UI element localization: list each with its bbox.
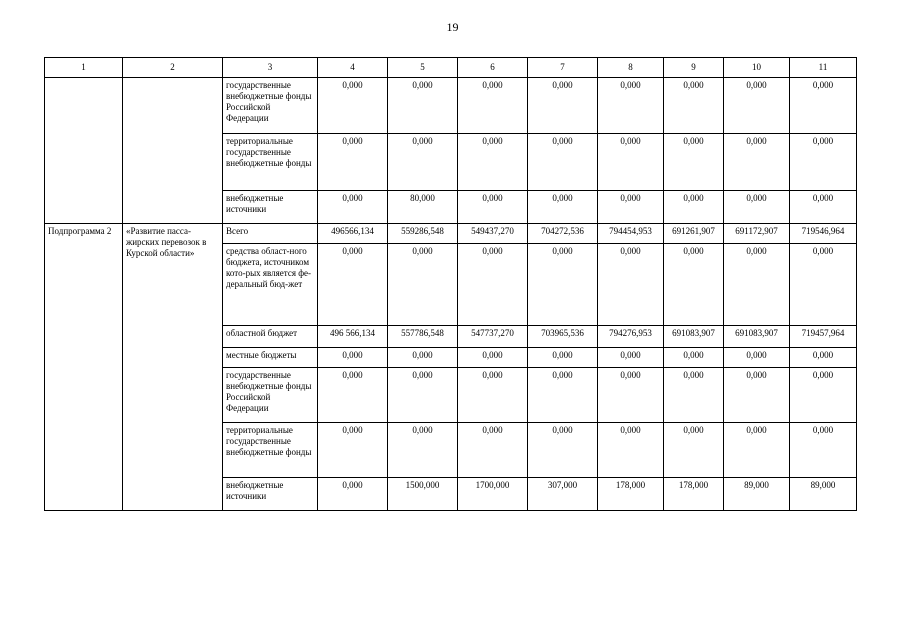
value-cell: 0,000 xyxy=(664,368,724,423)
subprogram-code: Подпрограмма 2 xyxy=(45,224,123,511)
header-row xyxy=(45,58,857,78)
value-cell: 0,000 xyxy=(790,134,857,191)
header-cell: 6 xyxy=(458,58,528,78)
funding-source-label: внебюджетные источники xyxy=(223,478,318,511)
value-cell: 0,000 xyxy=(528,423,598,478)
value-cell: 691172,907 xyxy=(724,224,790,244)
value-cell: 0,000 xyxy=(790,78,857,134)
value-cell: 0,000 xyxy=(388,134,458,191)
value-cell: 0,000 xyxy=(598,134,664,191)
value-cell: 691261,907 xyxy=(664,224,724,244)
table-row xyxy=(45,224,857,244)
value-cell: 0,000 xyxy=(724,78,790,134)
value-cell: 0,000 xyxy=(458,423,528,478)
value-cell: 0,000 xyxy=(598,423,664,478)
value-cell: 0,000 xyxy=(790,368,857,423)
header-cell: 3 xyxy=(223,58,318,78)
header-cell: 5 xyxy=(388,58,458,78)
value-cell: 691083,907 xyxy=(724,326,790,348)
value-cell: 0,000 xyxy=(724,423,790,478)
value-cell: 0,000 xyxy=(528,244,598,326)
value-cell: 0,000 xyxy=(598,368,664,423)
value-cell: 0,000 xyxy=(458,191,528,224)
value-cell: 0,000 xyxy=(724,244,790,326)
funding-source-label: территориальные государственные внебюджетные фонды xyxy=(223,134,318,191)
continued-title-cell xyxy=(123,78,223,224)
funding-source-label: государственные внебюджетные фонды Российской Федерации xyxy=(223,368,318,423)
value-cell: 307,000 xyxy=(528,478,598,511)
value-cell: 703965,536 xyxy=(528,326,598,348)
header-cell: 4 xyxy=(318,58,388,78)
value-cell: 0,000 xyxy=(388,368,458,423)
funding-source-label: государственные внебюджетные фонды Российской Федерации xyxy=(223,78,318,134)
value-cell: 559286,548 xyxy=(388,224,458,244)
header-cell: 10 xyxy=(724,58,790,78)
funding-source-label: местные бюджеты xyxy=(223,348,318,368)
value-cell: 794454,953 xyxy=(598,224,664,244)
value-cell: 178,000 xyxy=(664,478,724,511)
value-cell: 0,000 xyxy=(388,244,458,326)
value-cell: 0,000 xyxy=(598,348,664,368)
value-cell: 0,000 xyxy=(724,134,790,191)
value-cell: 496 566,134 xyxy=(318,326,388,348)
page-number: 19 xyxy=(446,20,459,34)
header-cell: 1 xyxy=(45,58,123,78)
value-cell: 0,000 xyxy=(458,348,528,368)
funding-source-label: внебюджетные источники xyxy=(223,191,318,224)
value-cell: 0,000 xyxy=(790,244,857,326)
value-cell: 0,000 xyxy=(318,368,388,423)
value-cell: 0,000 xyxy=(664,348,724,368)
value-cell: 1500,000 xyxy=(388,478,458,511)
value-cell: 0,000 xyxy=(724,368,790,423)
funding-source-label: областной бюджет xyxy=(223,326,318,348)
value-cell: 704272,536 xyxy=(528,224,598,244)
header-cell: 2 xyxy=(123,58,223,78)
value-cell: 0,000 xyxy=(458,134,528,191)
funding-source-label: территориальные государственные внебюджетные фонды xyxy=(223,423,318,478)
value-cell: 0,000 xyxy=(318,78,388,134)
value-cell: 89,000 xyxy=(790,478,857,511)
value-cell: 0,000 xyxy=(528,368,598,423)
continued-program-cell xyxy=(45,78,123,224)
value-cell: 0,000 xyxy=(458,78,528,134)
budget-table xyxy=(44,57,857,511)
header-cell: 7 xyxy=(528,58,598,78)
value-cell: 557786,548 xyxy=(388,326,458,348)
value-cell: 0,000 xyxy=(790,191,857,224)
value-cell: 547737,270 xyxy=(458,326,528,348)
value-cell: 0,000 xyxy=(790,423,857,478)
value-cell: 719546,964 xyxy=(790,224,857,244)
subprogram-title: «Развитие пасса-жирских перевозок в Курской области» xyxy=(123,224,223,511)
value-cell: 691083,907 xyxy=(664,326,724,348)
value-cell: 0,000 xyxy=(528,191,598,224)
table-row xyxy=(45,78,857,134)
funding-source-label: Всего xyxy=(223,224,318,244)
value-cell: 0,000 xyxy=(528,134,598,191)
value-cell: 0,000 xyxy=(318,348,388,368)
header-cell: 8 xyxy=(598,58,664,78)
value-cell: 0,000 xyxy=(598,244,664,326)
header-cell: 9 xyxy=(664,58,724,78)
value-cell: 0,000 xyxy=(598,191,664,224)
value-cell: 0,000 xyxy=(664,423,724,478)
value-cell: 0,000 xyxy=(598,78,664,134)
value-cell: 0,000 xyxy=(724,348,790,368)
value-cell: 0,000 xyxy=(790,348,857,368)
value-cell: 178,000 xyxy=(598,478,664,511)
value-cell: 549437,270 xyxy=(458,224,528,244)
value-cell: 0,000 xyxy=(664,78,724,134)
value-cell: 0,000 xyxy=(458,368,528,423)
value-cell: 0,000 xyxy=(664,191,724,224)
value-cell: 0,000 xyxy=(724,191,790,224)
value-cell: 0,000 xyxy=(318,244,388,326)
header-cell: 11 xyxy=(790,58,857,78)
value-cell: 0,000 xyxy=(388,423,458,478)
value-cell: 0,000 xyxy=(318,423,388,478)
value-cell: 794276,953 xyxy=(598,326,664,348)
value-cell: 719457,964 xyxy=(790,326,857,348)
value-cell: 0,000 xyxy=(528,78,598,134)
value-cell: 0,000 xyxy=(318,134,388,191)
value-cell: 0,000 xyxy=(458,244,528,326)
value-cell: 0,000 xyxy=(528,348,598,368)
value-cell: 1700,000 xyxy=(458,478,528,511)
value-cell: 0,000 xyxy=(664,244,724,326)
value-cell: 0,000 xyxy=(318,191,388,224)
value-cell: 0,000 xyxy=(318,478,388,511)
value-cell: 0,000 xyxy=(388,348,458,368)
value-cell: 89,000 xyxy=(724,478,790,511)
value-cell: 80,000 xyxy=(388,191,458,224)
funding-source-label: средства област-ного бюджета, источником кото-рых является фе-деральный бюд-жет xyxy=(223,244,318,326)
value-cell: 496566,134 xyxy=(318,224,388,244)
value-cell: 0,000 xyxy=(664,134,724,191)
value-cell: 0,000 xyxy=(388,78,458,134)
